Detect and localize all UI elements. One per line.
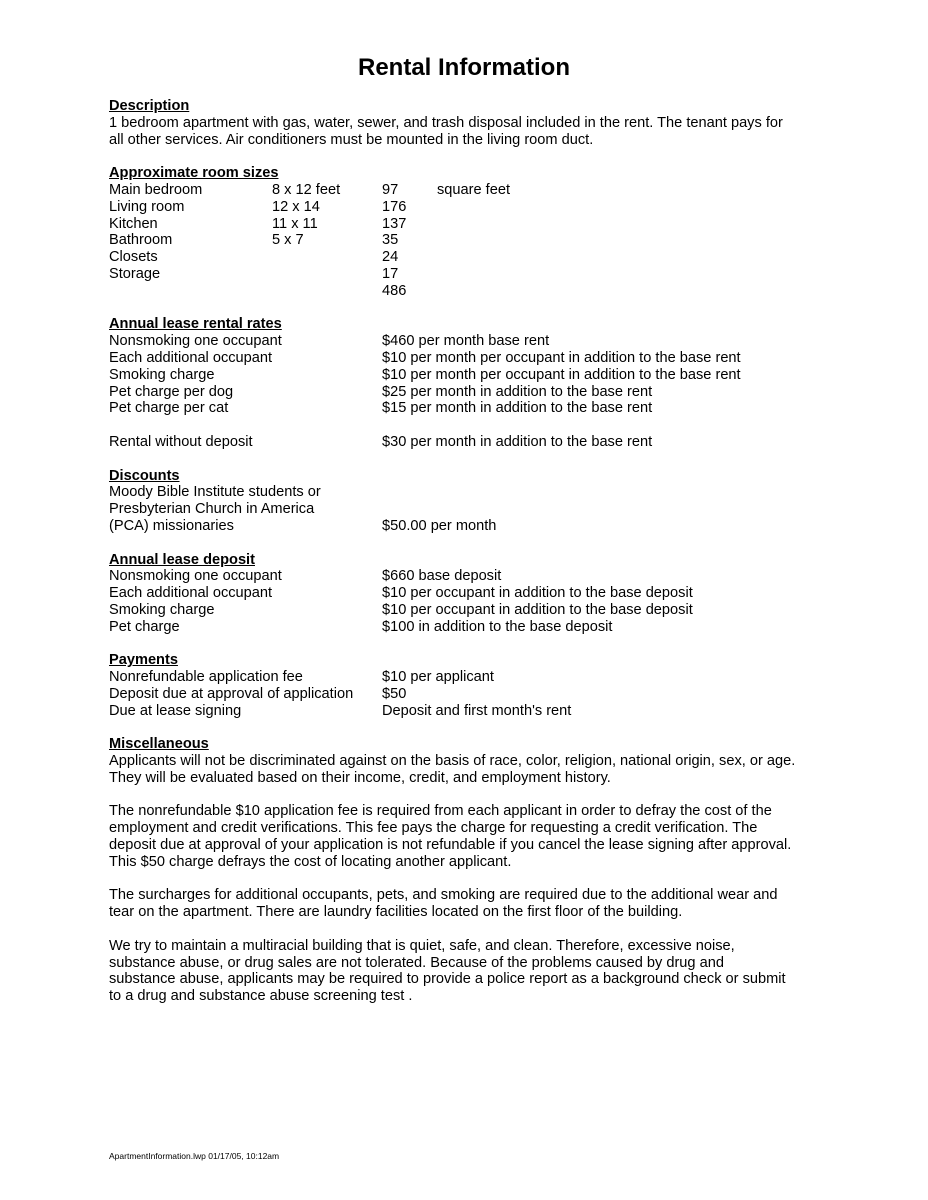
deposit-row bbox=[109, 585, 849, 602]
room-row bbox=[109, 216, 849, 233]
rate-row bbox=[109, 350, 849, 367]
misc-line: substance abuse, applicants may be required to provide a police report as a background check or submit bbox=[109, 971, 786, 988]
room-name: Living room bbox=[109, 198, 185, 215]
rate-value: $30 per month in addition to the base rent bbox=[382, 433, 653, 450]
rate-label: Pet charge per cat bbox=[109, 400, 229, 417]
description-line: 1 bedroom apartment with gas, water, sewer, and trash disposal included in the rent. The tenant pays for bbox=[109, 114, 783, 131]
room-size bbox=[272, 266, 382, 283]
room-sqft: 17 bbox=[382, 265, 399, 282]
deposit-row bbox=[109, 619, 849, 636]
rate-row bbox=[109, 400, 849, 417]
misc-line: deposit due at approval of your application is not refundable if you cancel the lease signing after approval. bbox=[109, 837, 792, 854]
misc-line: The surcharges for additional occupants, pets, and smoking are required due to the additional wear and bbox=[109, 887, 778, 904]
misc-line: We try to maintain a multiracial building that is quiet, safe, and clean. Therefore, excessive noise, bbox=[109, 937, 735, 954]
misc-heading: Miscellaneous bbox=[109, 736, 209, 753]
payment-value: Deposit and first month's rent bbox=[382, 702, 572, 719]
room-unit: square feet bbox=[437, 181, 511, 198]
misc-line: They will be evaluated based on their income, credit, and employment history. bbox=[109, 769, 611, 786]
rate-label: Smoking charge bbox=[109, 366, 215, 383]
room-size: 5 x 7 bbox=[272, 232, 304, 249]
room-row bbox=[109, 199, 849, 216]
payment-value: $10 per applicant bbox=[382, 669, 494, 686]
room-sqft: 176 bbox=[382, 198, 407, 215]
room-sqft: 24 bbox=[382, 249, 399, 266]
deposit-label: Smoking charge bbox=[109, 601, 215, 618]
deposit-row bbox=[109, 602, 849, 619]
deposit-label: Pet charge bbox=[109, 618, 180, 635]
discount-line: Moody Bible Institute students or bbox=[109, 484, 321, 501]
payment-value: $50 bbox=[382, 685, 407, 702]
rate-value: $10 per month per occupant in addition to the base rent bbox=[382, 349, 741, 366]
room-name: Kitchen bbox=[109, 215, 158, 232]
deposit-label: Each additional occupant bbox=[109, 585, 273, 602]
payment-row bbox=[109, 703, 849, 720]
discount-line: (PCA) missionaries bbox=[109, 517, 234, 534]
room-size bbox=[272, 249, 382, 266]
misc-line: This $50 charge defrays the cost of locating another applicant. bbox=[109, 853, 512, 870]
deposit-value: $100 in addition to the base deposit bbox=[382, 618, 613, 635]
misc-line: employment and credit verifications. This fee pays the charge for requesting a credit verification. The bbox=[109, 820, 758, 837]
discount-line: Presbyterian Church in America bbox=[109, 501, 315, 518]
room-sqft: 137 bbox=[382, 215, 407, 232]
rate-label: Rental without deposit bbox=[109, 433, 253, 450]
rate-label: Pet charge per dog bbox=[109, 383, 234, 400]
description-line: all other services. Air conditioners must be mounted in the living room duct. bbox=[109, 131, 594, 148]
payments-heading: Payments bbox=[109, 652, 178, 669]
file-footer: ApartmentInformation.lwp 01/17/05, 10:12am bbox=[109, 1151, 280, 1161]
room-size: 12 x 14 bbox=[272, 198, 320, 215]
room-name: Main bedroom bbox=[109, 181, 203, 198]
room-row bbox=[109, 249, 849, 266]
discount-row bbox=[109, 518, 849, 535]
room-name: Storage bbox=[109, 265, 161, 282]
room-size: 8 x 12 feet bbox=[272, 181, 341, 198]
room-total-row bbox=[109, 283, 849, 300]
discounts-heading: Discounts bbox=[109, 467, 180, 484]
rate-row bbox=[109, 367, 849, 384]
room-name: Closets bbox=[109, 249, 158, 266]
room-sqft: 97 bbox=[382, 181, 399, 198]
deposit-value: $660 base deposit bbox=[382, 568, 502, 585]
description-heading: Description bbox=[109, 98, 190, 114]
room-sqft: 35 bbox=[382, 232, 399, 249]
misc-line: Applicants will not be discriminated against on the basis of race, color, religion, national origin, sex, or age. bbox=[109, 753, 796, 770]
misc-line: to a drug and substance abuse screening test . bbox=[109, 988, 413, 1005]
payment-label: Deposit due at approval of application bbox=[109, 685, 354, 702]
rate-value: $10 per month per occupant in addition to the base rent bbox=[382, 366, 741, 383]
page-title: Rental Information bbox=[357, 54, 570, 81]
payment-label: Nonrefundable application fee bbox=[109, 669, 303, 686]
room-name: Bathroom bbox=[109, 232, 173, 249]
rate-value: $15 per month in addition to the base rent bbox=[382, 400, 653, 417]
misc-line: substance abuse, or drug sales are not tolerated. Because of the problems caused by drug and bbox=[109, 954, 724, 971]
document-body bbox=[109, 98, 849, 1005]
rate-row bbox=[109, 333, 849, 350]
payment-label: Due at lease signing bbox=[109, 702, 242, 719]
deposit-value: $10 per occupant in addition to the base deposit bbox=[382, 601, 693, 618]
deposit-row bbox=[109, 568, 849, 585]
room-row bbox=[109, 232, 849, 249]
rate-value: $25 per month in addition to the base rent bbox=[382, 383, 653, 400]
payment-row bbox=[109, 686, 849, 703]
rate-row bbox=[109, 384, 849, 401]
payment-row bbox=[109, 669, 849, 686]
deposit-heading: Annual lease deposit bbox=[109, 551, 255, 568]
rate-row bbox=[109, 434, 849, 451]
rate-label: Each additional occupant bbox=[109, 349, 273, 366]
rooms-heading: Approximate room sizes bbox=[109, 165, 279, 182]
room-row bbox=[109, 182, 849, 199]
rate-label: Nonsmoking one occupant bbox=[109, 333, 282, 350]
rates-heading: Annual lease rental rates bbox=[109, 316, 282, 333]
room-row bbox=[109, 266, 849, 283]
misc-line: tear on the apartment. There are laundry facilities located on the first floor of the building. bbox=[109, 904, 683, 921]
discount-value: $50.00 per month bbox=[382, 517, 497, 534]
deposit-label: Nonsmoking one occupant bbox=[109, 568, 282, 585]
deposit-value: $10 per occupant in addition to the base deposit bbox=[382, 585, 693, 602]
misc-line: The nonrefundable $10 application fee is required from each applicant in order to defray the cost of the bbox=[109, 803, 772, 820]
room-total-sqft: 486 bbox=[382, 282, 407, 299]
room-size: 11 x 11 bbox=[272, 215, 318, 232]
rate-value: $460 per month base rent bbox=[382, 333, 550, 350]
